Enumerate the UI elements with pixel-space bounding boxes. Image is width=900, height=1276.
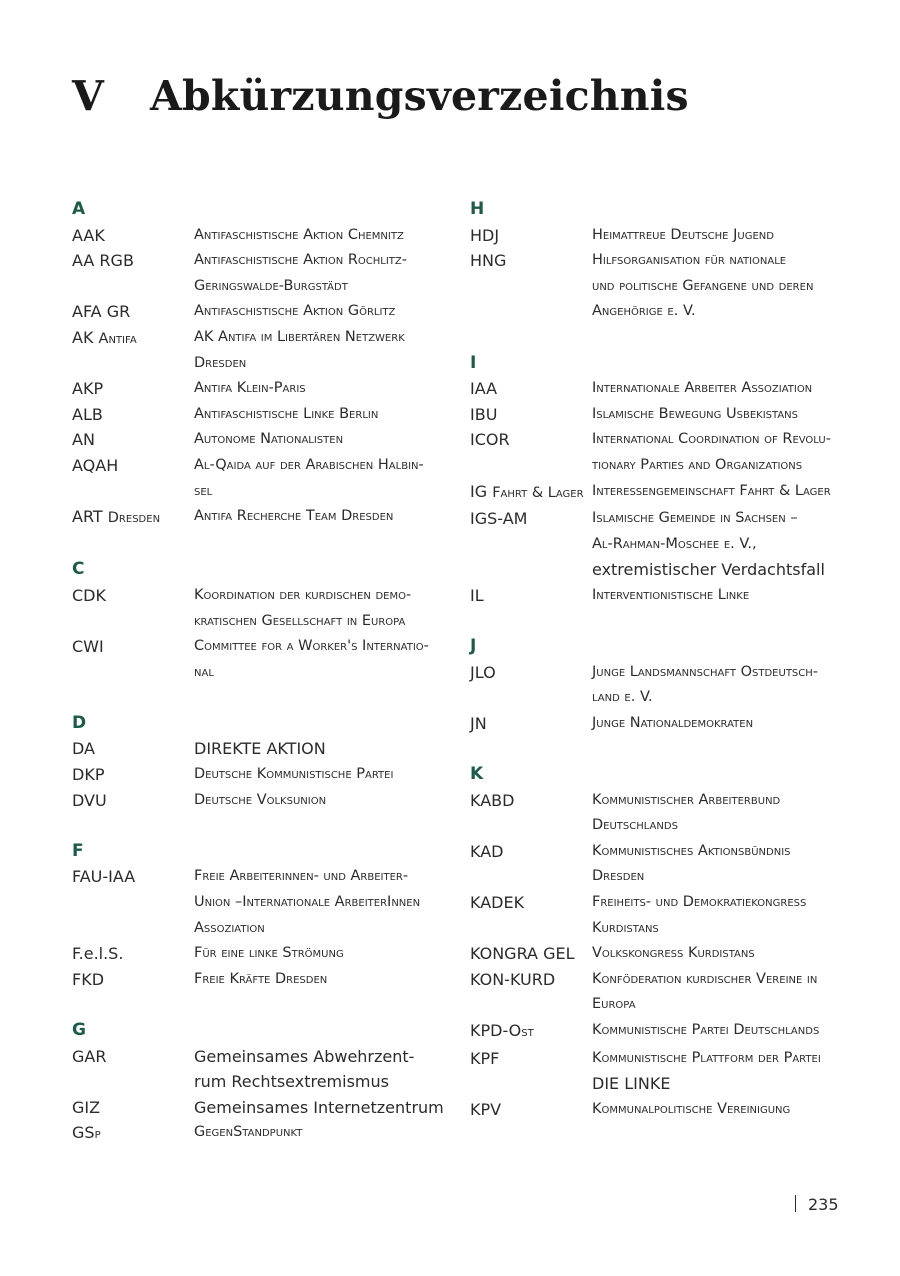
meaning-line: Freiheits- und Demokratiekongress bbox=[592, 894, 807, 911]
abbreviation: FAU-IAA bbox=[72, 867, 136, 887]
meaning-line: Konföderation kurdischer Vereine in bbox=[592, 970, 818, 987]
abbreviation-meaning bbox=[592, 427, 870, 478]
abbreviation-meaning bbox=[194, 864, 452, 941]
abbreviation-meaning bbox=[194, 223, 452, 249]
abbreviation-meaning bbox=[194, 453, 452, 504]
meaning-line: Islamische Gemeinde in Sachsen – bbox=[592, 510, 798, 527]
meaning-line: sel bbox=[194, 482, 213, 499]
meaning-line: Für eine linke Strömung bbox=[194, 945, 344, 962]
abbreviation-entry bbox=[470, 479, 870, 507]
abbreviation: JN bbox=[470, 713, 487, 733]
abbreviation-entry bbox=[72, 967, 452, 993]
abbreviation-entry bbox=[470, 1046, 870, 1097]
abbreviation-meaning bbox=[592, 1046, 870, 1097]
meaning-line: Antifa Recherche Team Dresden bbox=[194, 508, 394, 525]
abbreviation-meaning bbox=[194, 402, 452, 428]
page-number-rule bbox=[795, 1195, 796, 1212]
abbreviation: IGS-AM bbox=[470, 509, 528, 529]
abbreviation-entry bbox=[470, 967, 870, 1018]
abbreviation-meaning bbox=[194, 762, 452, 788]
section-letter: H bbox=[470, 199, 485, 219]
abbreviation: ART Dresden bbox=[72, 507, 161, 527]
meaning-line: Geringswalde-Burgstädt bbox=[194, 277, 348, 294]
meaning-line: Islamische Bewegung Usbekistans bbox=[592, 405, 798, 422]
meaning-line: Antifaschistische Linke Berlin bbox=[194, 405, 379, 422]
meaning-line: Antifaschistische Aktion Görlitz bbox=[194, 303, 396, 320]
abbreviation-meaning bbox=[592, 248, 870, 325]
abbreviation-meaning bbox=[194, 325, 452, 376]
abbreviation-meaning bbox=[592, 376, 870, 402]
meaning-line: Internationale Arbeiter Assoziation bbox=[592, 380, 813, 397]
meaning-line: Dresden bbox=[592, 868, 645, 885]
abbreviation-meaning bbox=[194, 1120, 452, 1148]
abbreviation-meaning bbox=[592, 941, 870, 967]
abbreviation-entry bbox=[470, 711, 870, 737]
abbreviation-entry bbox=[72, 583, 452, 634]
abbreviation: CDK bbox=[72, 585, 106, 605]
abbreviation-entry bbox=[72, 299, 452, 325]
meaning-line: Union –Internationale ArbeiterInnen bbox=[194, 894, 421, 911]
meaning-line: Antifa Klein-Paris bbox=[194, 380, 306, 397]
abbreviation-entry bbox=[72, 1044, 452, 1095]
abbreviation-entry bbox=[470, 1018, 870, 1046]
meaning-line: Kommunalpolitische Vereinigung bbox=[592, 1100, 791, 1117]
abbreviation: KPF bbox=[470, 1048, 500, 1068]
abbreviation-entry bbox=[72, 504, 452, 532]
abbreviation: HDJ bbox=[470, 225, 500, 245]
abbreviation-meaning bbox=[194, 299, 452, 325]
abbreviation-entry bbox=[470, 506, 870, 583]
abbreviation: AN bbox=[72, 430, 95, 450]
meaning-line: kratischen Gesellschaft in Europa bbox=[194, 612, 406, 629]
section-letter: K bbox=[470, 764, 484, 785]
meaning-line: Angehörige e. V. bbox=[592, 303, 696, 320]
abbreviation-entry bbox=[470, 583, 870, 609]
meaning-line: Autonome Nationalisten bbox=[194, 431, 344, 448]
abbreviation-entry bbox=[72, 634, 452, 685]
meaning-line: Kommunistische Partei Deutschlands bbox=[592, 1022, 820, 1038]
abbreviation: KON-KURD bbox=[470, 969, 556, 989]
meaning-line: Kurdistans bbox=[592, 919, 659, 936]
abbreviation: GAR bbox=[72, 1046, 107, 1066]
meaning-line: Al-Qaida auf der Arabischen Halbin- bbox=[194, 456, 424, 473]
abbreviation-entry bbox=[470, 660, 870, 711]
abbreviation: DVU bbox=[72, 790, 107, 810]
abbreviation: ICOR bbox=[470, 430, 510, 450]
abbreviation-entry bbox=[470, 427, 870, 478]
abbreviation: ALB bbox=[72, 404, 103, 424]
abbreviation: KPV bbox=[470, 1099, 502, 1119]
abbreviation-entry bbox=[72, 453, 452, 504]
abbreviation: AK Antifa bbox=[72, 327, 137, 347]
meaning-line: Interessengemeinschaft Fahrt & Lager bbox=[592, 482, 831, 499]
abbreviation: GIZ bbox=[72, 1097, 101, 1117]
abbreviation: GSp bbox=[72, 1123, 101, 1143]
abbreviation-entry bbox=[72, 427, 452, 453]
abbreviation: AFA GR bbox=[72, 302, 131, 322]
meaning-line: Kommunistischer Arbeiterbund bbox=[592, 791, 781, 808]
abbreviation-meaning bbox=[592, 223, 870, 249]
meaning-line: Assoziation bbox=[194, 919, 265, 936]
abbreviation: IG Fahrt & Lager bbox=[470, 481, 584, 501]
page-number bbox=[795, 1194, 839, 1216]
abbreviation: CWI bbox=[72, 637, 104, 657]
section-letter: J bbox=[470, 636, 477, 657]
meaning-line: Koordination der kurdischen demo- bbox=[194, 586, 412, 603]
meaning-line: Junge Landsmannschaft Ostdeutsch- bbox=[592, 663, 819, 680]
meaning-line: rum Rechtsextremismus bbox=[194, 1072, 389, 1092]
section-letter: I bbox=[470, 352, 477, 373]
meaning-line: Dresden bbox=[194, 354, 247, 371]
meaning-line: DIE LINKE bbox=[592, 1074, 671, 1094]
meaning-line: Freie Arbeiterinnen- und Arbeiter- bbox=[194, 868, 409, 885]
abbreviation-meaning bbox=[194, 583, 452, 634]
section-g bbox=[72, 1018, 452, 1148]
section-f bbox=[72, 839, 452, 993]
abbreviation-meaning bbox=[194, 248, 452, 299]
meaning-line: Kommunistische Plattform der Partei bbox=[592, 1049, 821, 1066]
abbreviation: AAK bbox=[72, 225, 105, 245]
abbreviation-meaning bbox=[592, 660, 870, 711]
abbreviation-entry bbox=[470, 788, 870, 839]
section-j bbox=[470, 634, 870, 736]
abbreviation-entry bbox=[72, 1095, 452, 1121]
meaning-line: Heimattreue Deutsche Jugend bbox=[592, 226, 774, 243]
meaning-line: Volkskongress Kurdistans bbox=[592, 945, 755, 962]
abbreviation-meaning bbox=[194, 1044, 452, 1095]
abbreviation-entry bbox=[470, 376, 870, 402]
abbreviation-meaning bbox=[194, 736, 452, 762]
section-letter: D bbox=[72, 712, 87, 733]
meaning-line: Interventionistische Linke bbox=[592, 586, 750, 603]
abbreviation-entry bbox=[72, 736, 452, 762]
abbreviation-entry bbox=[470, 1097, 870, 1123]
section-d bbox=[72, 711, 452, 813]
abbreviation: KONGRA GEL bbox=[470, 944, 575, 964]
abbreviation: F.e.l.S. bbox=[72, 944, 124, 964]
abbreviation: AQAH bbox=[72, 455, 119, 475]
abbreviation-entry bbox=[470, 839, 870, 890]
meaning-line: Junge Nationaldemokraten bbox=[592, 714, 754, 731]
abbreviation-meaning bbox=[194, 427, 452, 453]
abbreviation-entry bbox=[72, 788, 452, 814]
meaning-line: GegenStandpunkt bbox=[194, 1124, 303, 1141]
abbreviation-entry bbox=[72, 402, 452, 428]
abbreviation-entry bbox=[72, 223, 452, 249]
meaning-line: Deutschlands bbox=[592, 817, 678, 834]
abbreviation-meaning bbox=[592, 506, 870, 583]
abbreviation: AA RGB bbox=[72, 251, 134, 271]
abbreviation: KADEK bbox=[470, 893, 525, 913]
abbreviation-meaning bbox=[592, 788, 870, 839]
meaning-line: International Coordination of Revolu- bbox=[592, 431, 831, 448]
abbreviation-meaning bbox=[592, 1097, 870, 1123]
section-letter: A bbox=[72, 199, 86, 219]
meaning-line: Al-Rahman-Moschee e. V., bbox=[592, 535, 757, 552]
abbreviation: DA bbox=[72, 739, 95, 759]
abbreviation-entry bbox=[72, 248, 452, 299]
abbreviation: KABD bbox=[470, 790, 515, 810]
meaning-line: Freie Kräfte Dresden bbox=[194, 970, 328, 987]
abbreviation-entry bbox=[72, 762, 452, 788]
meaning-line: nal bbox=[194, 663, 214, 680]
chapter-title: Abkürzungsverzeichnis bbox=[150, 72, 689, 120]
abbreviation-meaning bbox=[194, 634, 452, 685]
meaning-line: Gemeinsames Abwehrzent- bbox=[194, 1046, 415, 1066]
meaning-line: Gemeinsames Internetzentrum bbox=[194, 1097, 444, 1117]
section-a bbox=[72, 197, 452, 532]
abbreviation-meaning bbox=[592, 839, 870, 890]
abbreviation-entry bbox=[470, 890, 870, 941]
meaning-line: AK Antifa im Libertären Netzwerk bbox=[194, 328, 405, 345]
abbreviation-meaning bbox=[194, 941, 452, 967]
abbreviation-column-left bbox=[72, 197, 452, 1174]
abbreviation-entry bbox=[470, 941, 870, 967]
abbreviation: AKP bbox=[72, 379, 104, 399]
page-number-value: 235 bbox=[808, 1195, 839, 1214]
abbreviation-meaning bbox=[592, 711, 870, 737]
abbreviation: IAA bbox=[470, 379, 498, 399]
abbreviation-entry bbox=[72, 941, 452, 967]
meaning-line: Antifaschistische Aktion Rochlitz- bbox=[194, 252, 407, 269]
abbreviation: IBU bbox=[470, 404, 498, 424]
abbreviation-meaning bbox=[592, 402, 870, 428]
abbreviation-entry bbox=[470, 223, 870, 249]
meaning-line: tionary Parties and Organizations bbox=[592, 456, 803, 473]
meaning-line: und politische Gefangene und deren bbox=[592, 277, 814, 294]
section-letter: G bbox=[72, 1020, 86, 1040]
abbreviation-meaning bbox=[194, 504, 452, 532]
abbreviation-meaning bbox=[194, 376, 452, 402]
meaning-line: Hilfsorganisation für nationale bbox=[592, 252, 787, 269]
meaning-line: Deutsche Kommunistische Partei bbox=[194, 766, 394, 783]
abbreviation-meaning bbox=[592, 967, 870, 1018]
section-c bbox=[72, 557, 452, 685]
abbreviation-entry bbox=[470, 402, 870, 428]
chapter-number: V bbox=[72, 72, 105, 120]
abbreviation-entry bbox=[72, 864, 452, 941]
abbreviation-meaning bbox=[592, 583, 870, 609]
abbreviation: KAD bbox=[470, 841, 504, 861]
abbreviation-meaning bbox=[592, 1018, 870, 1046]
abbreviation: JLO bbox=[470, 662, 496, 682]
abbreviation: KPD-Ost bbox=[470, 1021, 534, 1040]
abbreviation-entry bbox=[72, 1120, 452, 1148]
section-i bbox=[470, 351, 870, 609]
abbreviation: IL bbox=[470, 585, 484, 605]
abbreviation-meaning bbox=[592, 479, 870, 507]
meaning-line: Deutsche Volksunion bbox=[194, 791, 327, 808]
meaning-line: Antifaschistische Aktion Chemnitz bbox=[194, 226, 404, 243]
section-k bbox=[470, 762, 870, 1122]
meaning-line: Kommunistisches Aktionsbündnis bbox=[592, 842, 791, 859]
section-h bbox=[470, 197, 870, 325]
meaning-line: Committee for a Worker's Internatio- bbox=[194, 638, 429, 655]
abbreviation-meaning bbox=[194, 967, 452, 993]
meaning-line: land e. V. bbox=[592, 689, 653, 706]
meaning-line: Europa bbox=[592, 996, 636, 1013]
abbreviation-column-right bbox=[470, 197, 870, 1148]
meaning-line: DIREKTE AKTION bbox=[194, 739, 326, 759]
meaning-line: extremistischer Verdachtsfall bbox=[592, 560, 825, 580]
abbreviation: HNG bbox=[470, 251, 507, 271]
abbreviation-meaning bbox=[592, 890, 870, 941]
abbreviation-entry bbox=[72, 325, 452, 376]
abbreviation-meaning bbox=[194, 1095, 452, 1121]
section-letter: F bbox=[72, 840, 84, 861]
abbreviation: DKP bbox=[72, 765, 105, 785]
abbreviation: FKD bbox=[72, 969, 105, 989]
abbreviation-entry bbox=[72, 376, 452, 402]
abbreviation-meaning bbox=[194, 788, 452, 814]
section-letter: C bbox=[72, 559, 85, 580]
abbreviation-entry bbox=[470, 248, 870, 325]
